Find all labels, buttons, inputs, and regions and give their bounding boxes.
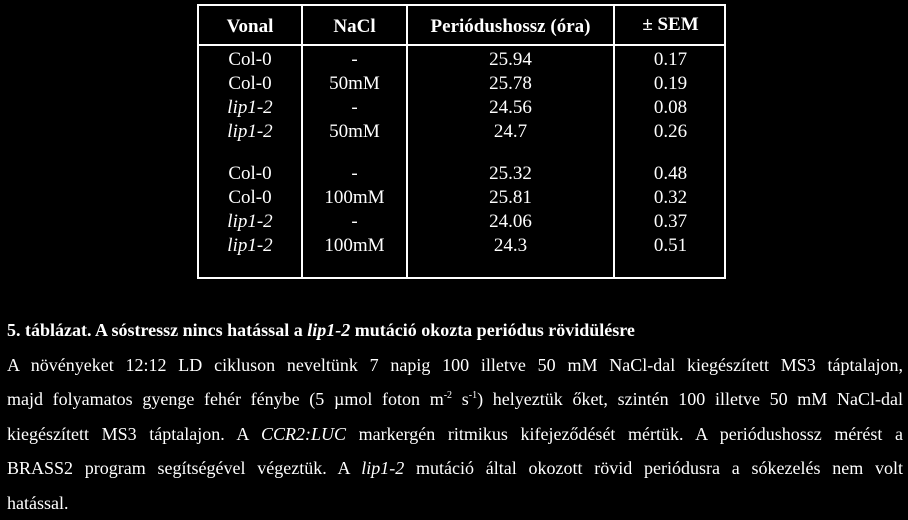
caption-line-5: hatással.: [7, 486, 903, 520]
table-cell-period: 25.78: [408, 72, 613, 96]
results-table: [197, 4, 726, 279]
table-cell-period: 25.81: [408, 186, 613, 210]
caption-title-suffix: mutáció okozta periódus rövidülésre: [350, 320, 635, 340]
table-cell-sem: 0.48: [615, 162, 726, 186]
table-cell-period: 24.3: [408, 234, 613, 258]
table-cell-sem: 0.08: [615, 96, 726, 120]
header-period: Periódushossz (óra): [408, 16, 613, 38]
header-vonal: Vonal: [199, 16, 301, 38]
table-cell-nacl: 100mM: [303, 234, 406, 258]
table-cell-line: lip1-2: [199, 234, 301, 258]
group-gap: [199, 144, 301, 162]
caption-line-3b: markergén ritmikus kifejeződését mértük. A periódushossz mérést a: [346, 424, 903, 444]
header-sem: ± SEM: [615, 14, 726, 36]
group-gap: [303, 144, 406, 162]
table-cell-nacl: 50mM: [303, 72, 406, 96]
table-cell-period: 25.94: [408, 48, 613, 72]
table-cell-nacl: -: [303, 48, 406, 72]
table-cell-nacl: -: [303, 96, 406, 120]
caption-line-2: [7, 382, 903, 417]
table-cell-period: 24.7: [408, 120, 613, 144]
table-cell-nacl: 50mM: [303, 120, 406, 144]
table-cell-line: lip1-2: [199, 120, 301, 144]
table-cell-sem: 0.51: [615, 234, 726, 258]
caption-line-2a: majd folyamatos gyenge fehér fénybe (5 µmol foton m: [7, 389, 444, 409]
table-cell-sem: 0.26: [615, 120, 726, 144]
table-cell-sem: 0.37: [615, 210, 726, 234]
table-caption: [7, 313, 903, 520]
caption-line-2b: s: [452, 389, 469, 409]
table-cell-sem: 0.17: [615, 48, 726, 72]
caption-mutant: lip1-2: [361, 458, 404, 478]
table-cell-period: 24.56: [408, 96, 613, 120]
caption-line-1: A növényeket 12:12 LD cikluson neveltünk 7 napig 100 illetve 50 mM NaCl-dal kiegészített MS3 táptalajon,: [7, 348, 903, 383]
caption-title-prefix: 5. táblázat. A sóstressz nincs hatással a: [7, 320, 307, 340]
caption-line-3a: kiegészített MS3 táptalajon. A: [7, 424, 261, 444]
caption-line-4: [7, 451, 903, 486]
caption-line-4b: mutáció által okozott rövid periódusra a sókezelés nem volt: [404, 458, 903, 478]
table-cell-sem: 0.32: [615, 186, 726, 210]
group-gap: [408, 144, 613, 162]
table-cell-sem: 0.19: [615, 72, 726, 96]
group-gap: [615, 144, 726, 162]
caption-line-2c: ) helyeztük őket, szintén 100 illetve 50 mM NaCl-dal: [477, 389, 903, 409]
table-cell-nacl: -: [303, 162, 406, 186]
table-cell-period: 24.06: [408, 210, 613, 234]
superscript: -2: [444, 390, 452, 401]
header-nacl: NaCl: [303, 16, 406, 38]
caption-line-3: [7, 417, 903, 452]
table-cell-line: Col-0: [199, 186, 301, 210]
caption-line-4a: BRASS2 program segítségével végeztük. A: [7, 458, 361, 478]
table-cell-line: Col-0: [199, 162, 301, 186]
table-cell-line: lip1-2: [199, 96, 301, 120]
table-cell-nacl: 100mM: [303, 186, 406, 210]
column-vonal: [199, 48, 301, 258]
header-divider: [199, 44, 724, 46]
caption-marker-gene: CCR2:LUC: [261, 424, 346, 444]
column-period: [408, 48, 613, 258]
table-cell-line: Col-0: [199, 72, 301, 96]
superscript: -1: [469, 390, 477, 401]
column-sem: [615, 48, 726, 258]
table-cell-line: Col-0: [199, 48, 301, 72]
table-cell-period: 25.32: [408, 162, 613, 186]
column-nacl: [303, 48, 406, 258]
table-cell-nacl: -: [303, 210, 406, 234]
table-cell-line: lip1-2: [199, 210, 301, 234]
caption-title-gene: lip1-2: [307, 320, 350, 340]
caption-title: [7, 313, 903, 348]
